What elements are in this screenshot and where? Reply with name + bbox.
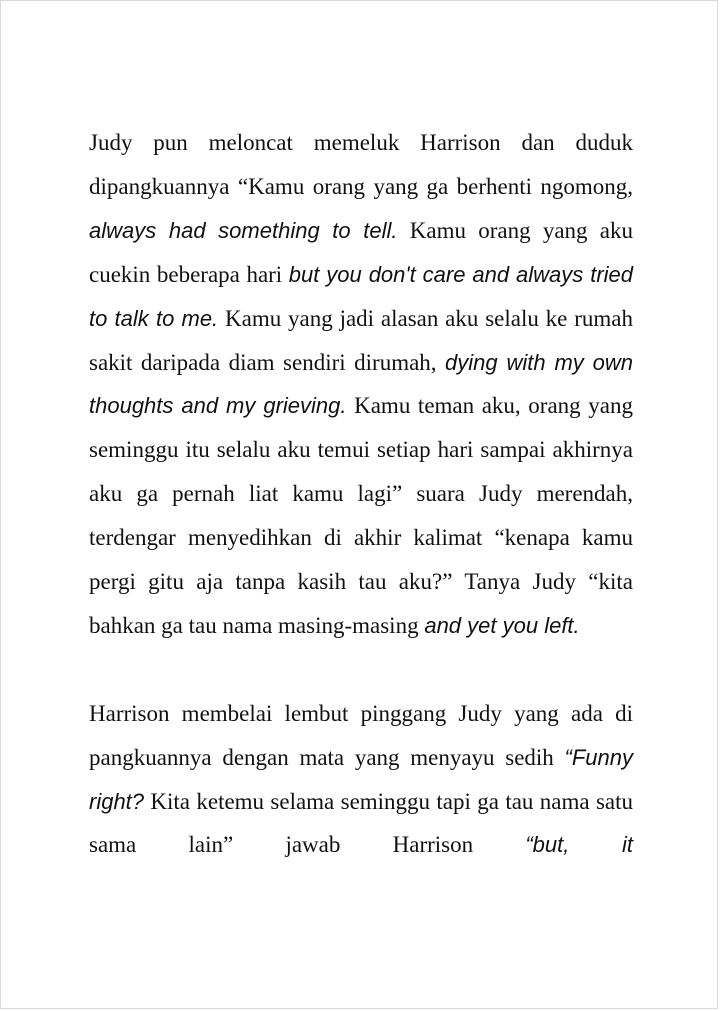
paragraph [89,692,633,868]
text-run-italic: but you don't care and always tried to talk to me. [89,261,634,331]
text-run: Kita ketemu selama seminggu tapi ga tau nama satu sama lain” jawab Harrison [89,788,633,858]
text-run: Kamu yang jadi alasan aku selalu ke rumah sakit daripada diam sendiri dirumah, [89,305,633,375]
text-run: Kamu teman aku, orang yang seminggu itu selalu aku temui setiap hari sampai akhirnya aku ga pernah liat kamu lagi” suara Judy merendah, terdengar menyedihkan di akhir kalimat “kenapa kamu pergi gitu aja tanpa kasih tau aku?” Tanya Judy “kita bahkan ga tau nama masing-masing [89,393,633,638]
text-run-italic: and yet you left. [424,612,580,638]
text-run: Judy pun meloncat memeluk Harrison dan duduk dipangkuannya “Kamu orang yang ga berhenti ngomong, [89,130,633,199]
text-run-italic: always had something to tell. [89,217,398,243]
text-run-italic: “but, it [525,832,633,858]
paragraph [89,121,633,648]
text-run-italic: dying with my own thoughts and my grieving. [89,349,633,419]
text-run: Harrison membelai lembut pinggang Judy yang ada di pangkuannya dengan mata yang menyayu sedih [89,700,633,770]
document-body [89,121,633,867]
text-run-italic: “Funny right? [89,744,633,814]
text-run: Kamu orang yang aku cuekin beberapa hari [89,217,633,287]
